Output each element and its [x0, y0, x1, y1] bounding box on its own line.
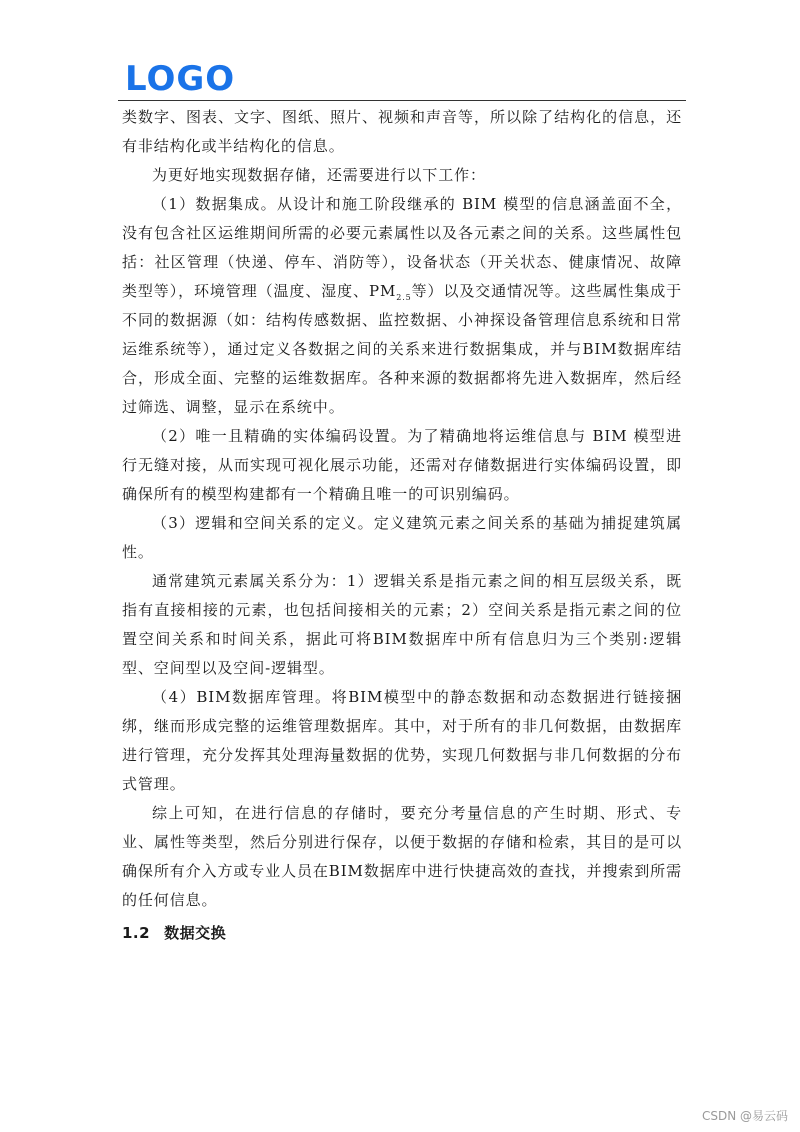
paragraph-data-integration-text: （1）数据集成。从设计和施工阶段继承的 BIM 模型的信息涵盖面不全，没有包含社区运维期间所需的必要元素属性以及各元素之间的关系。这些属性包括：社区管理（快递、停车、消防等），设备状态（开关状态、健康情况、故障类型等），环境管理（温度、湿度、 [122, 195, 682, 300]
paragraph-data-integration [122, 190, 682, 422]
paragraph-entity-coding: （2）唯一且精确的实体编码设置。为了精确地将运维信息与 BIM 模型进行无缝对接，从而实现可视化展示功能，还需对存储数据进行实体编码设置，即确保所有的模型构建都有一个精确且唯一的可识别编码。 [122, 427, 682, 503]
document-body [122, 103, 682, 948]
paragraph-relations-definition: （3）逻辑和空间关系的定义。定义建筑元素之间关系的基础为捕捉建筑属性。 [122, 514, 682, 561]
paragraph-continued: 类数字、图表、文字、图纸、照片、视频和声音等，所以除了结构化的信息，还有非结构化或半结构化的信息。 [122, 108, 682, 155]
logo: LOGO [125, 59, 236, 99]
section-number: 1.2 [122, 924, 151, 942]
paragraph-summary: 综上可知，在进行信息的存储时，要充分考量信息的产生时期、形式、专业、属性等类型，然后分别进行保存，以便于数据的存储和检索，其目的是可以确保所有介入方或专业人员在BIM数据库中进行快捷高效的查找，并搜索到所需的任何信息。 [122, 804, 682, 909]
pm-subscript: 2.5 [396, 293, 412, 302]
section-title: 数据交换 [164, 924, 227, 942]
paragraph-relations-types: 通常建筑元素属关系分为：1）逻辑关系是指元素之间的相互层级关系，既指有直接相接的元素，也包括间接相关的元素；2）空间关系是指元素之间的位置空间关系和时间关系，据此可将BIM数据库中所有信息归为三个类别:逻辑型、空间型以及空间-逻辑型。 [122, 572, 682, 677]
section-heading [122, 919, 682, 948]
paragraph-bim-database: （4）BIM数据库管理。将BIM模型中的静态数据和动态数据进行链接捆绑，继而形成完整的运维管理数据库。其中，对于所有的非几何数据，由数据库进行管理，充分发挥其处理海量数据的优势，实现几何数据与非几何数据的分布式管理。 [122, 688, 682, 793]
header-divider [118, 100, 686, 101]
pm-label: PM [368, 282, 397, 300]
paragraph-data-integration-rest: 等）以及交通情况等。这些属性集成于不同的数据源（如：结构传感数据、监控数据、小神探设备管理信息系统和日常运维系统等），通过定义各数据之间的关系来进行数据集成，并与BIM数据库结合，形成全面、完整的运维数据库。各种来源的数据都将先进入数据库，然后经过筛选、调整，显示在系统中。 [122, 282, 682, 416]
paragraph-intro: 为更好地实现数据存储，还需要进行以下工作： [152, 166, 486, 184]
watermark: CSDN @易云码 [701, 1109, 788, 1123]
